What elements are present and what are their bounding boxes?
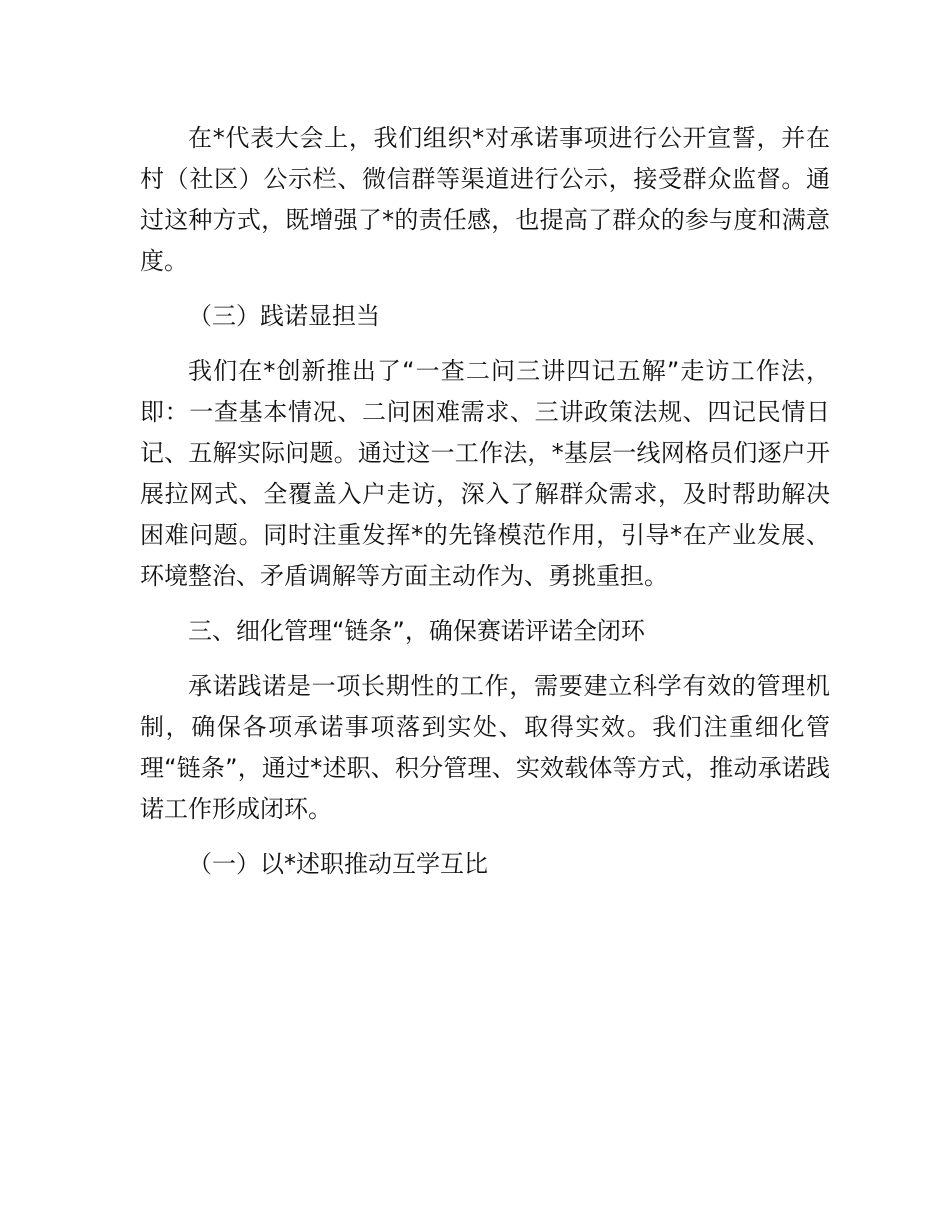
paragraph-public-pledge: 在*代表大会上，我们组织*对承诺事项进行公开宣誓，并在村（社区）公示栏、微信群等渠道进行公示，接受群众监督。通过这种方式，既增强了*的责任感，也提高了群众的参与度和满意度。 xyxy=(140,124,830,275)
paragraph-visit-method: 我们在*创新推出了“一查二问三讲四记五解”走访工作法，即：一查基本情况、二问困难需求、三讲政策法规、四记民情日记、五解实际问题。通过这一工作法，*基层一线网格员们逐户开展拉网式、全覆盖入户走访，深入了解群众需求，及时帮助解决困难问题。同时注重发挥*的先锋模范作用，引导*在产业发展、环境整治、矛盾调解等方面主动作为、勇挑重担。 xyxy=(140,357,830,590)
section-heading-report-duties: （一）以*述职推动互学互比 xyxy=(188,850,488,878)
section-heading-management-chain: 三、细化管理“链条”，确保赛诺评诺全闭环 xyxy=(188,617,645,645)
section-heading-fulfill-pledge: （三）践诺显担当 xyxy=(188,302,380,330)
document-body xyxy=(140,118,830,899)
paragraph-management-mechanism: 承诺践诺是一项长期性的工作，需要建立科学有效的管理机制，确保各项承诺事项落到实处、取得实效。我们注重细化管理“链条”，通过*述职、积分管理、实效载体等方式，推动承诺践诺工作形成闭环。 xyxy=(140,672,830,823)
